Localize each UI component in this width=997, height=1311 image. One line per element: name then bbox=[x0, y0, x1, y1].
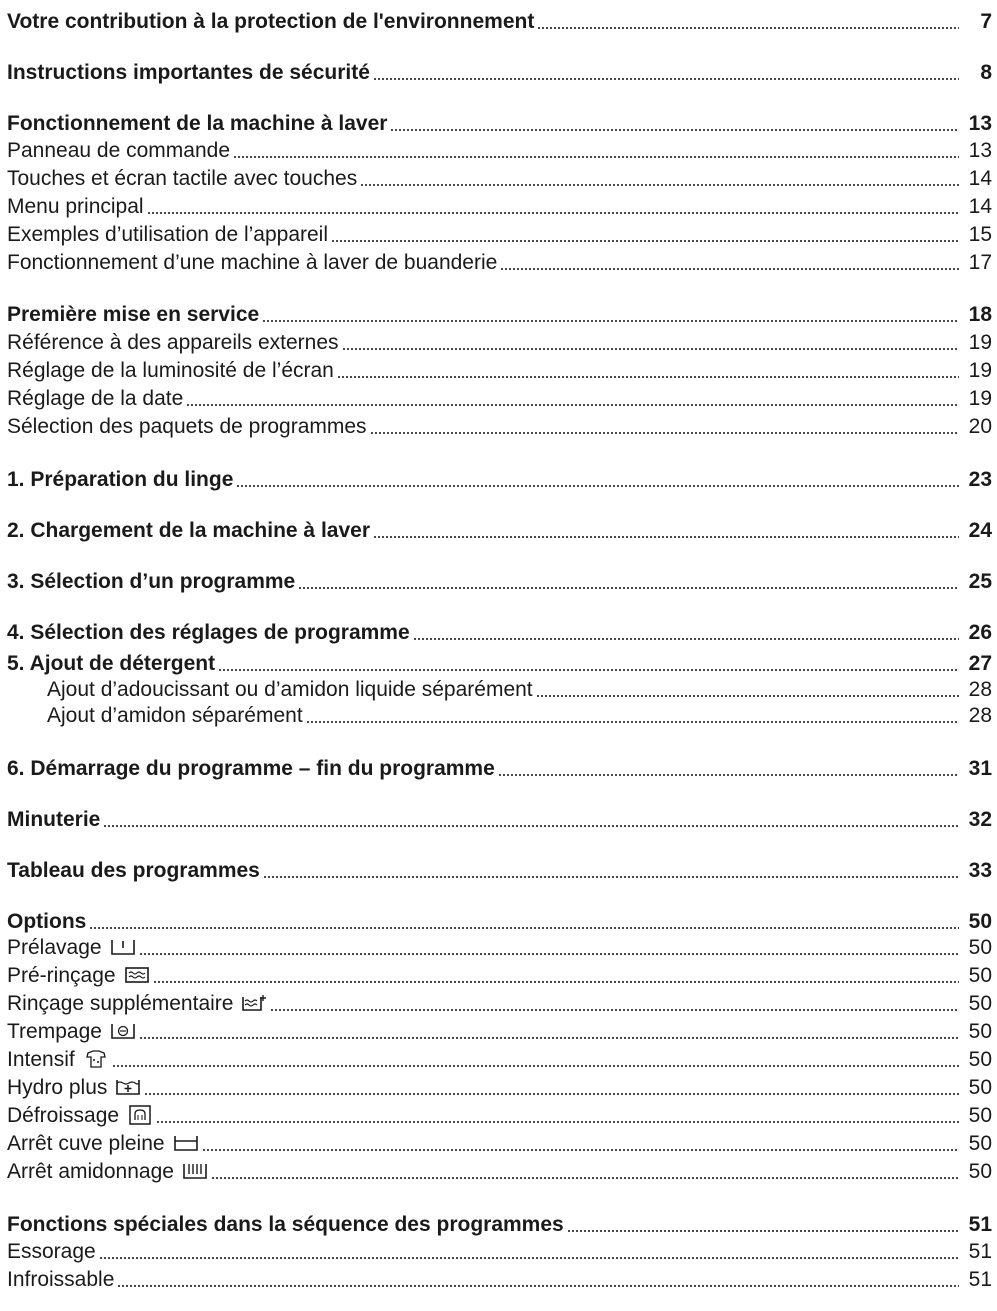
toc-entry[interactable] bbox=[7, 1101, 992, 1131]
hydro-plus-icon bbox=[115, 1077, 141, 1097]
dot-leader bbox=[144, 1093, 959, 1095]
dot-leader bbox=[331, 240, 959, 242]
toc-heading[interactable] bbox=[7, 109, 992, 139]
toc-title bbox=[7, 58, 370, 88]
page-number: 33 bbox=[968, 859, 992, 882]
dot-leader bbox=[117, 1285, 959, 1287]
page-number: 8 bbox=[980, 61, 992, 84]
toc-title bbox=[7, 220, 328, 250]
dot-leader bbox=[536, 695, 959, 697]
toc-title-text: Exemples d’utilisation de l’appareil bbox=[7, 223, 329, 246]
toc-title bbox=[7, 567, 295, 597]
toc-title bbox=[7, 1157, 208, 1187]
toc-title-text: Ajout d’adoucissant ou d’amidon liquide séparément bbox=[47, 678, 533, 701]
toc-title-text: Trempage bbox=[7, 1020, 102, 1043]
toc-heading[interactable] bbox=[7, 465, 992, 495]
toc-entry[interactable] bbox=[7, 933, 992, 963]
dot-leader bbox=[103, 825, 959, 827]
toc-title bbox=[7, 933, 136, 963]
toc-title-text: Ajout d’amidon séparément bbox=[47, 704, 303, 727]
dot-leader bbox=[373, 536, 959, 538]
toc-title-text: Pré-rinçage bbox=[7, 964, 116, 987]
dot-leader bbox=[89, 927, 959, 929]
page-number: 19 bbox=[968, 387, 992, 410]
toc-title-text: 1. Préparation du linge bbox=[7, 468, 234, 491]
toc-entry[interactable] bbox=[7, 384, 992, 414]
toc-entry[interactable] bbox=[7, 1157, 992, 1187]
page-number: 50 bbox=[968, 964, 992, 987]
toc-title-text: Instructions importantes de sécurité bbox=[7, 61, 370, 84]
dot-leader bbox=[306, 721, 959, 723]
toc-title-text: Prélavage bbox=[7, 936, 102, 959]
page-number: 25 bbox=[968, 570, 992, 593]
toc-title bbox=[47, 701, 303, 731]
page-number: 24 bbox=[968, 519, 992, 542]
toc-entry[interactable] bbox=[7, 248, 992, 278]
toc-entry[interactable] bbox=[7, 1237, 992, 1267]
smoothing-icon bbox=[127, 1105, 153, 1125]
dot-leader bbox=[202, 1149, 959, 1151]
toc-heading[interactable] bbox=[7, 805, 992, 835]
toc-entry[interactable] bbox=[7, 701, 992, 731]
page-number: 13 bbox=[968, 112, 992, 135]
toc-title-text: 6. Démarrage du programme – fin du programme bbox=[7, 757, 495, 780]
page-number: 13 bbox=[968, 139, 992, 162]
toc-heading[interactable] bbox=[7, 516, 992, 546]
toc-entry[interactable] bbox=[7, 1017, 992, 1047]
toc-title-text: Touches et écran tactile avec touches bbox=[7, 167, 358, 190]
page-number: 28 bbox=[968, 678, 992, 701]
toc-heading[interactable] bbox=[7, 300, 992, 330]
toc-entry[interactable] bbox=[7, 1073, 992, 1103]
toc-heading[interactable] bbox=[7, 58, 992, 88]
page-number: 50 bbox=[968, 1104, 992, 1127]
dot-leader bbox=[370, 432, 959, 434]
toc-title-text: Hydro plus bbox=[7, 1076, 108, 1099]
toc-entry[interactable] bbox=[7, 1129, 992, 1159]
page-number: 15 bbox=[968, 223, 992, 246]
rinse-hold-icon bbox=[173, 1133, 199, 1153]
dot-leader bbox=[298, 587, 959, 589]
intensive-icon bbox=[83, 1049, 109, 1069]
dot-leader bbox=[360, 184, 959, 186]
toc-title bbox=[7, 856, 260, 886]
toc-entry[interactable] bbox=[7, 1265, 992, 1295]
toc-title-text: Options bbox=[7, 910, 87, 933]
page-number: 19 bbox=[968, 359, 992, 382]
page-number: 51 bbox=[968, 1213, 992, 1236]
toc-title-text: Rinçage supplémentaire bbox=[7, 992, 234, 1015]
dot-leader bbox=[233, 156, 959, 158]
dot-leader bbox=[218, 669, 959, 671]
soak-icon bbox=[110, 1021, 136, 1041]
dot-leader bbox=[337, 376, 959, 378]
dot-leader bbox=[537, 27, 959, 29]
toc-entry[interactable] bbox=[7, 164, 992, 194]
toc-title bbox=[7, 1073, 141, 1103]
dot-leader bbox=[498, 774, 959, 776]
page-number: 50 bbox=[968, 910, 992, 933]
prerinse-icon bbox=[124, 965, 150, 985]
toc-entry[interactable] bbox=[7, 220, 992, 250]
toc-heading[interactable] bbox=[7, 754, 992, 784]
extra-rinse-icon bbox=[241, 993, 267, 1013]
toc-title bbox=[7, 805, 100, 835]
toc-title-text: Essorage bbox=[7, 1240, 96, 1263]
toc-entry[interactable] bbox=[7, 136, 992, 166]
toc-title-text: 2. Chargement de la machine à laver bbox=[7, 519, 370, 542]
dot-leader bbox=[156, 1121, 959, 1123]
toc-title bbox=[7, 356, 334, 386]
toc-title bbox=[7, 989, 267, 1019]
toc-title-text: Votre contribution à la protection de l'environnement bbox=[7, 10, 535, 33]
toc-title bbox=[7, 300, 259, 330]
toc-title-text: Sélection des paquets de programmes bbox=[7, 415, 367, 438]
toc-title-text: Panneau de commande bbox=[7, 139, 230, 162]
toc-title bbox=[7, 1210, 564, 1240]
toc-title-text: Arrêt amidonnage bbox=[7, 1160, 174, 1183]
dot-leader bbox=[373, 78, 959, 80]
dot-leader bbox=[236, 485, 959, 487]
toc-title-text: Minuterie bbox=[7, 808, 101, 831]
toc-heading[interactable] bbox=[7, 7, 992, 37]
page-number: 7 bbox=[980, 10, 992, 33]
toc-title-text: Réglage de la date bbox=[7, 387, 184, 410]
toc-heading[interactable] bbox=[7, 1210, 992, 1240]
page-number: 50 bbox=[968, 992, 992, 1015]
page-number: 20 bbox=[968, 415, 992, 438]
toc-title-text: Défroissage bbox=[7, 1104, 120, 1127]
dot-leader bbox=[139, 1037, 959, 1039]
dot-leader bbox=[139, 953, 959, 955]
prewash-icon bbox=[110, 937, 136, 957]
toc-entry[interactable] bbox=[7, 328, 992, 358]
toc-title bbox=[7, 1265, 114, 1295]
toc-title bbox=[7, 1101, 153, 1131]
toc-title-text: 4. Sélection des réglages de programme bbox=[7, 621, 410, 644]
toc-entry[interactable] bbox=[7, 192, 992, 222]
toc-title bbox=[7, 516, 370, 546]
dot-leader bbox=[270, 1009, 959, 1011]
page-number: 51 bbox=[968, 1240, 992, 1263]
page-number: 14 bbox=[968, 195, 992, 218]
page-number: 50 bbox=[968, 1020, 992, 1043]
dot-leader bbox=[567, 1230, 959, 1232]
toc-heading[interactable] bbox=[7, 618, 992, 648]
toc-title bbox=[7, 618, 410, 648]
toc-title-text: Fonctions spéciales dans la séquence des programmes bbox=[7, 1213, 564, 1236]
page-number: 32 bbox=[968, 808, 992, 831]
dot-leader bbox=[262, 320, 959, 322]
toc-title-text: 3. Sélection d’un programme bbox=[7, 570, 296, 593]
toc-heading[interactable] bbox=[7, 567, 992, 597]
page-number: 50 bbox=[968, 1132, 992, 1155]
toc-title-text: Première mise en service bbox=[7, 303, 260, 326]
toc-title bbox=[7, 1017, 136, 1047]
toc-title-text: Référence à des appareils externes bbox=[7, 331, 339, 354]
page-number: 50 bbox=[968, 1160, 992, 1183]
dot-leader bbox=[99, 1257, 959, 1259]
toc-title-text: Tableau des programmes bbox=[7, 859, 260, 882]
dot-leader bbox=[342, 348, 959, 350]
toc-title bbox=[7, 7, 534, 37]
toc-title bbox=[7, 412, 367, 442]
page-number: 28 bbox=[968, 704, 992, 727]
toc-title-text: Arrêt cuve pleine bbox=[7, 1132, 165, 1155]
dot-leader bbox=[147, 212, 959, 214]
page-number: 50 bbox=[968, 1076, 992, 1099]
page-number: 17 bbox=[968, 251, 992, 274]
toc-entry[interactable] bbox=[7, 356, 992, 386]
toc-title bbox=[7, 384, 183, 414]
toc-title bbox=[7, 1045, 109, 1075]
toc-title bbox=[7, 192, 144, 222]
toc-title bbox=[7, 961, 150, 991]
toc-entry[interactable] bbox=[7, 412, 992, 442]
toc-heading[interactable] bbox=[7, 856, 992, 886]
toc-title bbox=[7, 328, 339, 358]
starch-stop-icon bbox=[182, 1161, 208, 1181]
toc-entry[interactable] bbox=[7, 1045, 992, 1075]
page-number: 23 bbox=[968, 468, 992, 491]
toc-title bbox=[7, 109, 387, 139]
page-number: 50 bbox=[968, 1048, 992, 1071]
page-number: 26 bbox=[968, 621, 992, 644]
toc-title-text: Intensif bbox=[7, 1048, 75, 1071]
toc-title-text: Fonctionnement de la machine à laver bbox=[7, 112, 388, 135]
page-number: 27 bbox=[968, 652, 992, 675]
dot-leader bbox=[153, 981, 959, 983]
page-number: 18 bbox=[968, 303, 992, 326]
page-number: 19 bbox=[968, 331, 992, 354]
toc-title-text: Menu principal bbox=[7, 195, 144, 218]
toc-title bbox=[7, 248, 497, 278]
toc-title bbox=[7, 754, 495, 784]
toc-title-text: Fonctionnement d’une machine à laver de buanderie bbox=[7, 251, 498, 274]
page-number: 31 bbox=[968, 757, 992, 780]
page-number: 50 bbox=[968, 936, 992, 959]
toc-entry[interactable] bbox=[7, 989, 992, 1019]
toc-title-text: 5. Ajout de détergent bbox=[7, 652, 216, 675]
dot-leader bbox=[413, 638, 959, 640]
toc-title bbox=[7, 136, 230, 166]
toc-entry[interactable] bbox=[7, 961, 992, 991]
page-number: 14 bbox=[968, 167, 992, 190]
dot-leader bbox=[112, 1065, 959, 1067]
toc-title-text: Infroissable bbox=[7, 1268, 115, 1291]
page-number: 51 bbox=[968, 1268, 992, 1291]
dot-leader bbox=[390, 129, 959, 131]
dot-leader bbox=[211, 1177, 959, 1179]
toc-title bbox=[7, 164, 357, 194]
toc-title bbox=[7, 1237, 96, 1267]
dot-leader bbox=[263, 876, 959, 878]
dot-leader bbox=[186, 404, 959, 406]
toc-title-text: Réglage de la luminosité de l’écran bbox=[7, 359, 334, 382]
dot-leader bbox=[500, 268, 959, 270]
toc-title bbox=[7, 465, 233, 495]
toc-title bbox=[7, 1129, 199, 1159]
